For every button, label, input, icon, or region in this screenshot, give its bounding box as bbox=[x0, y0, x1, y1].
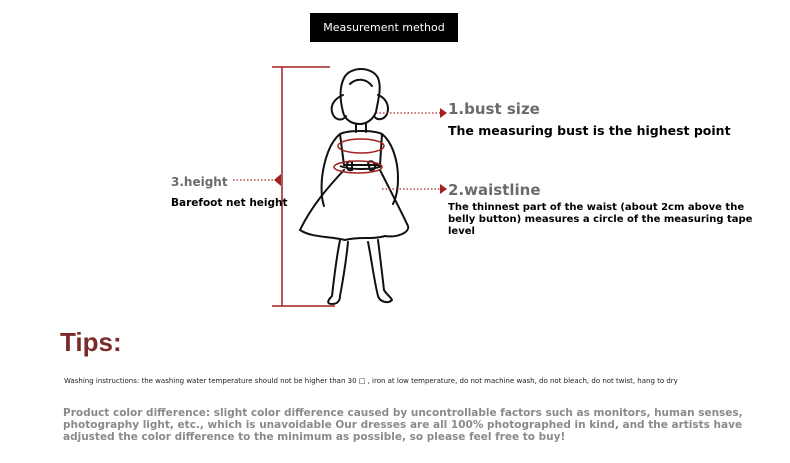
bust-size-title: 1.bust size bbox=[448, 100, 540, 118]
washing-instructions: Washing instructions: the washing water temperature should not be higher than 30 □ , iron at low temperature, do not machine wash, do not bleach, do not twist, hang to dry bbox=[64, 377, 678, 385]
height-pointer bbox=[274, 174, 281, 186]
height-description: Barefoot net height bbox=[171, 197, 288, 209]
height-title: 3.height bbox=[171, 175, 228, 189]
waistline-title: 2.waistline bbox=[448, 181, 541, 199]
bust-measure-ellipse bbox=[338, 139, 384, 153]
color-difference-note: Product color difference: slight color difference caused by uncontrollable factors such as monitors, human senses, photography light, etc., which is unavoidable Our dresses are all 100% photographed in kind, and the artists have adjusted the color difference to the minimum as possible, so please feel free to buy! bbox=[63, 407, 743, 443]
bust-size-description: The measuring bust is the highest point bbox=[448, 123, 731, 138]
height-ruler bbox=[272, 67, 335, 306]
bust-pointer bbox=[440, 108, 447, 118]
tips-heading: Tips: bbox=[60, 327, 122, 357]
waist-pointer bbox=[440, 184, 447, 194]
measurement-method-title: Measurement method bbox=[310, 13, 458, 42]
girl-figure bbox=[300, 69, 408, 304]
waistline-description: The thinnest part of the waist (about 2cm above the belly button) measures a circle of the measuring tape level bbox=[448, 202, 753, 237]
